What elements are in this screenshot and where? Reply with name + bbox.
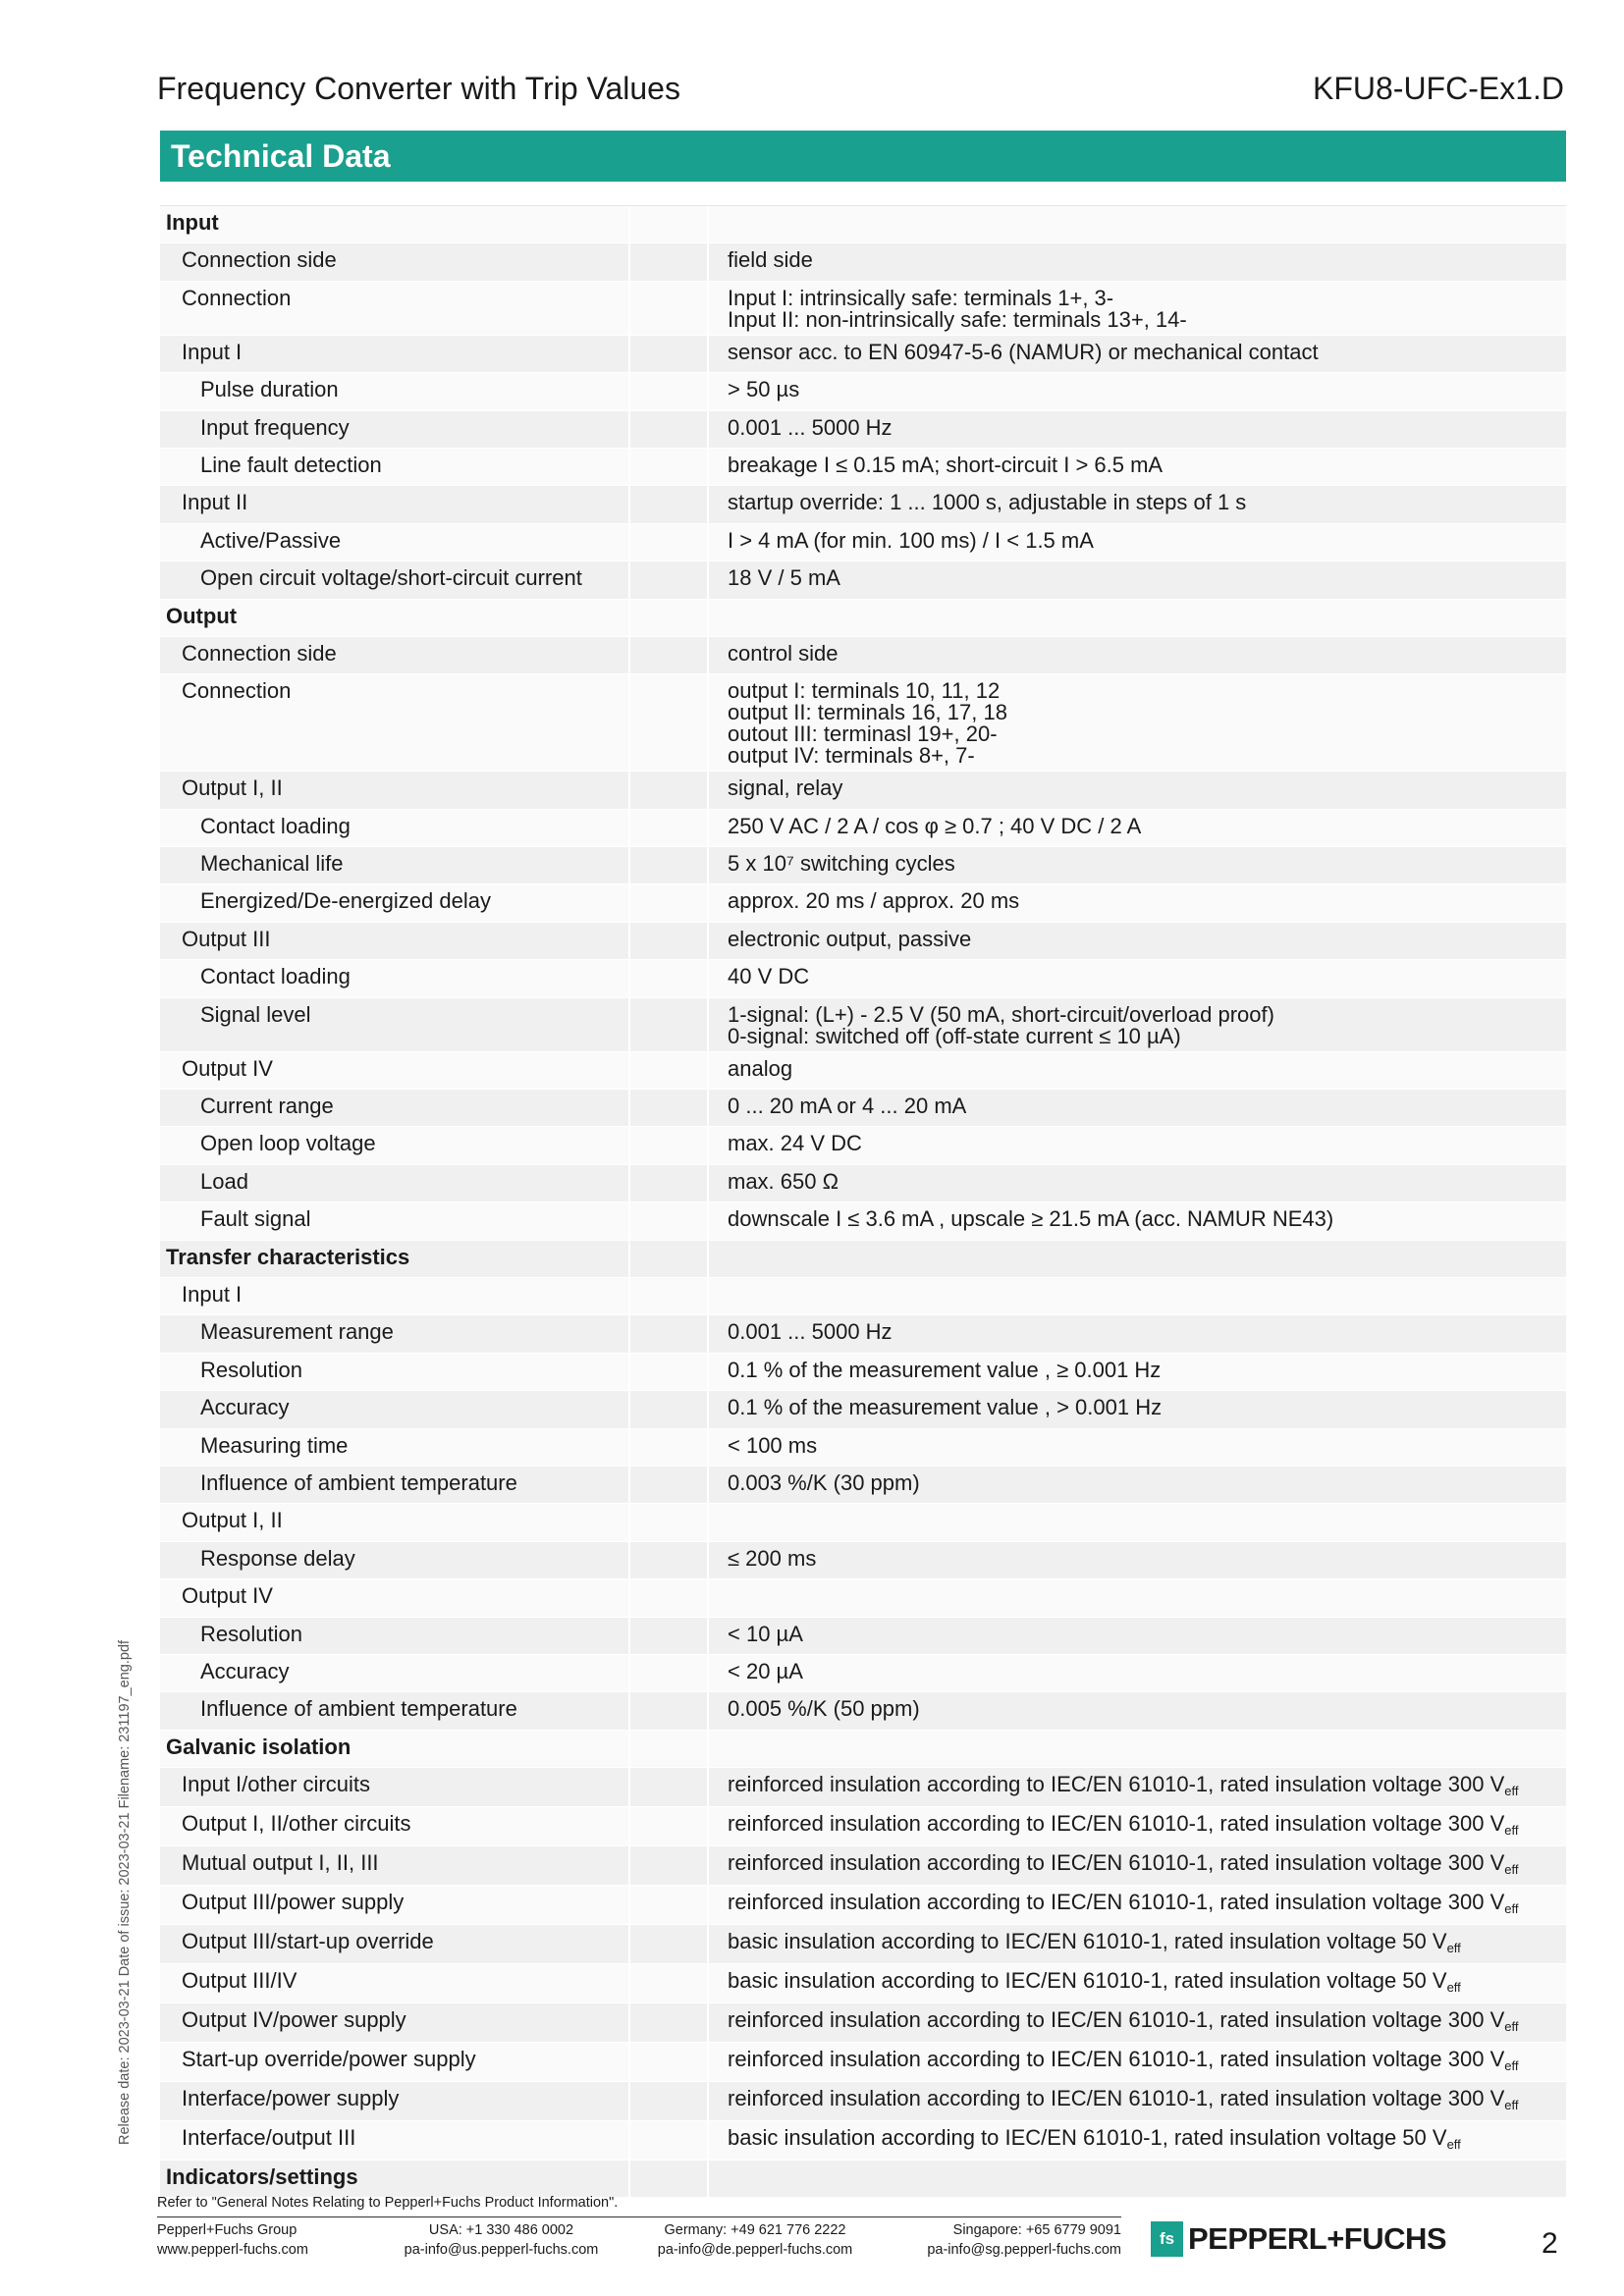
- parameter-value: [709, 1807, 1566, 1845]
- parameter-value: [709, 1925, 1566, 1963]
- parameter-value: [709, 810, 1566, 846]
- unit-subscript: eff: [1504, 2098, 1519, 2113]
- brand-logo: [1151, 2221, 1446, 2257]
- spacer-cell: [630, 1467, 709, 1503]
- parameter-value: [709, 336, 1566, 372]
- spacer-cell: [630, 600, 709, 636]
- parameter-value: [709, 1391, 1566, 1427]
- usa-phone: USA: +1 330 486 0002: [428, 2222, 574, 2238]
- parameter-label: Resolution: [160, 1354, 630, 1390]
- spacer-cell: [630, 923, 709, 959]
- parameter-label: Open circuit voltage/short-circuit current: [160, 561, 630, 598]
- parameter-value-text: 0.001 ... 5000 Hz: [728, 1319, 893, 1345]
- unit-subscript: eff: [1446, 1941, 1461, 1956]
- release-info: Release date: 2023-03-21 Date of issue: 2023-03-21 Filename: 231197_eng.pdf: [117, 1639, 133, 2145]
- spacer-cell: [630, 998, 709, 1051]
- parameter-value-text: Input I: intrinsically safe: terminals 1+, 3- Input II: non-intrinsically safe: terminals 13+, 14-: [728, 285, 1187, 332]
- parameter-value: [709, 1241, 1566, 1277]
- table-row: [160, 1925, 1566, 1964]
- parameter-value-text: reinforced insulation according to IEC/EN 61010-1, rated insulation voltage 300 V: [728, 2047, 1505, 2072]
- spacer-cell: [630, 561, 709, 598]
- spacer-cell: [630, 1165, 709, 1201]
- spacer-cell: [630, 1354, 709, 1390]
- parameter-value-text: reinforced insulation according to IEC/EN 61010-1, rated insulation voltage 300 V: [728, 2007, 1505, 2033]
- parameter-value: [709, 1429, 1566, 1466]
- spacer-cell: [630, 1964, 709, 2002]
- parameter-label: Input I/other circuits: [160, 1768, 630, 1806]
- unit-subscript: eff: [1504, 1823, 1519, 1839]
- parameter-value: [709, 884, 1566, 921]
- spacer-cell: [630, 1052, 709, 1089]
- parameter-value: [709, 2043, 1566, 2081]
- spacer-cell: [630, 674, 709, 771]
- parameter-value-text: downscale I ≤ 3.6 mA , upscale ≥ 21.5 mA (acc. NAMUR NE43): [728, 1206, 1334, 1232]
- parameter-value: [709, 411, 1566, 448]
- spacer-cell: [630, 486, 709, 522]
- parameter-label: Output IV/power supply: [160, 2003, 630, 2042]
- section-heading: Transfer characteristics: [160, 1241, 630, 1277]
- section-row: [160, 600, 1566, 637]
- parameter-value: [709, 1278, 1566, 1314]
- spacer-cell: [630, 1655, 709, 1691]
- unit-subscript: eff: [1446, 2137, 1461, 2153]
- spacer-cell: [630, 449, 709, 485]
- table-row: [160, 1391, 1566, 1428]
- parameter-label: Mechanical life: [160, 847, 630, 883]
- unit-subscript: eff: [1504, 1862, 1519, 1878]
- parameter-label: Connection side: [160, 243, 630, 280]
- spacer-cell: [630, 2043, 709, 2081]
- table-row: [160, 1655, 1566, 1692]
- company-website[interactable]: www.pepperl-fuchs.com: [157, 2242, 308, 2258]
- parameter-value-text: analog: [728, 1055, 793, 1081]
- parameter-label: Influence of ambient temperature: [160, 1467, 630, 1503]
- parameter-value-text: reinforced insulation according to IEC/EN 61010-1, rated insulation voltage 300 V: [728, 1850, 1505, 1876]
- parameter-value-text: reinforced insulation according to IEC/EN 61010-1, rated insulation voltage 300 V: [728, 1811, 1505, 1837]
- parameter-value: [709, 1579, 1566, 1616]
- spacer-cell: [630, 1241, 709, 1277]
- spacer-cell: [630, 2121, 709, 2160]
- parameter-value: [709, 206, 1566, 242]
- parameter-value: [709, 1731, 1566, 1767]
- spacer-cell: [630, 282, 709, 335]
- section-heading: Galvanic isolation: [160, 1731, 630, 1767]
- table-row: [160, 1165, 1566, 1202]
- table-row: [160, 1618, 1566, 1655]
- footer-divider: [157, 2216, 1121, 2217]
- parameter-label: Response delay: [160, 1542, 630, 1578]
- parameter-value-text: 40 V DC: [728, 964, 810, 989]
- spacer-cell: [630, 1278, 709, 1314]
- table-row: [160, 1542, 1566, 1579]
- parameter-value-text: 5 x 10⁷ switching cycles: [728, 851, 955, 877]
- spacer-cell: [630, 373, 709, 409]
- parameter-value: [709, 637, 1566, 673]
- table-row: [160, 336, 1566, 373]
- table-row: [160, 282, 1566, 336]
- parameter-label: Open loop voltage: [160, 1127, 630, 1163]
- parameter-label: Line fault detection: [160, 449, 630, 485]
- table-row: [160, 1127, 1566, 1164]
- table-row: [160, 2082, 1566, 2121]
- parameter-label: Energized/De-energized delay: [160, 884, 630, 921]
- parameter-value-text: 1-signal: (L+) - 2.5 V (50 mA, short-circuit/overload proof) 0-signal: switched off (off-state current ≤ 10 µA): [728, 1001, 1274, 1048]
- section-row: [160, 2161, 1566, 2198]
- parameter-value-text: 0 ... 20 mA or 4 ... 20 mA: [728, 1094, 967, 1119]
- parameter-label: Connection: [160, 674, 630, 771]
- parameter-value: [709, 1504, 1566, 1540]
- parameter-value-text: startup override: 1 ... 1000 s, adjustable in steps of 1 s: [728, 490, 1247, 515]
- spacer-cell: [630, 847, 709, 883]
- parameter-label: Output III/power supply: [160, 1886, 630, 1924]
- parameter-label: Start-up override/power supply: [160, 2043, 630, 2081]
- parameter-value: [709, 2003, 1566, 2042]
- table-row: [160, 1090, 1566, 1127]
- parameter-value: [709, 373, 1566, 409]
- parameter-value: [709, 1886, 1566, 1924]
- spacer-cell: [630, 884, 709, 921]
- table-row: [160, 772, 1566, 809]
- parameter-value: [709, 486, 1566, 522]
- table-row: [160, 960, 1566, 997]
- parameter-value-text: signal, relay: [728, 775, 843, 801]
- logo-icon: fs: [1151, 2221, 1183, 2257]
- spacer-cell: [630, 1542, 709, 1578]
- parameter-value: [709, 1542, 1566, 1578]
- parameter-label: Influence of ambient temperature: [160, 1692, 630, 1729]
- parameter-value-text: < 100 ms: [728, 1432, 818, 1458]
- unit-subscript: eff: [1504, 2019, 1519, 2035]
- footer-germany: [642, 2220, 868, 2260]
- parameter-value: [709, 1467, 1566, 1503]
- parameter-label: Output III/start-up override: [160, 1925, 630, 1963]
- parameter-value: [709, 674, 1566, 771]
- spacer-cell: [630, 772, 709, 808]
- parameter-value-text: 18 V / 5 mA: [728, 565, 840, 591]
- parameter-label: Pulse duration: [160, 373, 630, 409]
- footer-company: [157, 2220, 308, 2260]
- spacer-cell: [630, 1886, 709, 1924]
- parameter-value: [709, 449, 1566, 485]
- technical-data-table: [160, 205, 1566, 2198]
- parameter-value: [709, 1692, 1566, 1729]
- parameter-value: [709, 243, 1566, 280]
- table-row: [160, 449, 1566, 486]
- parameter-label: Connection: [160, 282, 630, 335]
- table-row: [160, 1768, 1566, 1807]
- parameter-value: [709, 1315, 1566, 1352]
- parameter-value-text: 0.003 %/K (30 ppm): [728, 1469, 920, 1495]
- parameter-label: Measurement range: [160, 1315, 630, 1352]
- spacer-cell: [630, 1504, 709, 1540]
- parameter-value: [709, 1655, 1566, 1691]
- table-row: [160, 884, 1566, 922]
- unit-subscript: eff: [1504, 1784, 1519, 1799]
- document-title: Frequency Converter with Trip Values: [157, 71, 680, 106]
- parameter-value-text: control side: [728, 640, 839, 666]
- parameter-value-text: I > 4 mA (for min. 100 ms) / I < 1.5 mA: [728, 527, 1094, 553]
- table-row: [160, 810, 1566, 847]
- parameter-value: [709, 1165, 1566, 1201]
- spacer-cell: [630, 1846, 709, 1885]
- table-row: [160, 1429, 1566, 1467]
- parameter-value-text: basic insulation according to IEC/EN 61010-1, rated insulation voltage 50 V: [728, 1968, 1447, 1994]
- spacer-cell: [630, 2003, 709, 2042]
- parameter-value-text: reinforced insulation according to IEC/EN 61010-1, rated insulation voltage 300 V: [728, 1772, 1505, 1797]
- spacer-cell: [630, 810, 709, 846]
- spacer-cell: [630, 206, 709, 242]
- parameter-label: Contact loading: [160, 810, 630, 846]
- parameter-value: [709, 960, 1566, 996]
- product-model: KFU8-UFC-Ex1.D: [1312, 71, 1564, 106]
- parameter-value: [709, 524, 1566, 561]
- table-row: [160, 243, 1566, 281]
- parameter-value-text: electronic output, passive: [728, 926, 972, 951]
- parameter-value: [709, 2082, 1566, 2120]
- section-heading: Indicators/settings: [160, 2161, 630, 2197]
- parameter-label: Interface/output III: [160, 2121, 630, 2160]
- parameter-value-text: max. 24 V DC: [728, 1131, 862, 1156]
- parameter-value-text: > 50 µs: [728, 377, 800, 402]
- parameter-label: Resolution: [160, 1618, 630, 1654]
- parameter-value: [709, 2121, 1566, 2160]
- parameter-value: [709, 600, 1566, 636]
- parameter-label: Output III: [160, 923, 630, 959]
- germany-email[interactable]: pa-info@de.pepperl-fuchs.com: [657, 2242, 853, 2258]
- table-row: [160, 2043, 1566, 2082]
- parameter-value-text: 0.1 % of the measurement value , ≥ 0.001 Hz: [728, 1357, 1162, 1382]
- parameter-value: [709, 1768, 1566, 1806]
- parameter-value: [709, 1127, 1566, 1163]
- page-number: 2: [1542, 2227, 1558, 2260]
- spacer-cell: [630, 336, 709, 372]
- parameter-value-text: basic insulation according to IEC/EN 61010-1, rated insulation voltage 50 V: [728, 1929, 1447, 1954]
- parameter-value-text: ≤ 200 ms: [728, 1545, 817, 1571]
- table-row: [160, 1846, 1566, 1886]
- spacer-cell: [630, 1315, 709, 1352]
- table-row: [160, 847, 1566, 884]
- parameter-value: [709, 998, 1566, 1051]
- table-row: [160, 486, 1566, 523]
- table-row: [160, 2003, 1566, 2043]
- spacer-cell: [630, 1579, 709, 1616]
- spacer-cell: [630, 960, 709, 996]
- table-row: [160, 373, 1566, 410]
- parameter-value-text: breakage I ≤ 0.15 mA; short-circuit I > 6.5 mA: [728, 452, 1164, 477]
- parameter-value: [709, 1202, 1566, 1239]
- table-row: [160, 1315, 1566, 1353]
- parameter-label: Signal level: [160, 998, 630, 1051]
- table-row: [160, 637, 1566, 674]
- spacer-cell: [630, 1391, 709, 1427]
- spacer-cell: [630, 1692, 709, 1729]
- footer-singapore: [899, 2220, 1121, 2260]
- unit-subscript: eff: [1446, 1980, 1461, 1996]
- parameter-label: Measuring time: [160, 1429, 630, 1466]
- logo-wordmark: PEPPERL+FUCHS: [1188, 2221, 1447, 2256]
- parameter-label: Output I, II: [160, 1504, 630, 1540]
- parameter-value: [709, 1052, 1566, 1089]
- unit-subscript: eff: [1504, 1901, 1519, 1917]
- spacer-cell: [630, 2082, 709, 2120]
- parameter-value: [709, 772, 1566, 808]
- parameter-value-text: 0.005 %/K (50 ppm): [728, 1696, 920, 1722]
- parameter-value: [709, 847, 1566, 883]
- parameter-label: Output I, II: [160, 772, 630, 808]
- spacer-cell: [630, 411, 709, 448]
- germany-phone: Germany: +49 621 776 2222: [664, 2222, 846, 2238]
- singapore-phone: Singapore: +65 6779 9091: [952, 2222, 1121, 2238]
- table-row: [160, 561, 1566, 599]
- parameter-value-text: max. 650 Ω: [728, 1168, 839, 1194]
- parameter-label: Input I: [160, 1278, 630, 1314]
- table-row: [160, 1579, 1566, 1617]
- spacer-cell: [630, 637, 709, 673]
- parameter-label: Active/Passive: [160, 524, 630, 561]
- parameter-value-text: sensor acc. to EN 60947-5-6 (NAMUR) or mechanical contact: [728, 339, 1319, 364]
- parameter-value: [709, 282, 1566, 335]
- parameter-value-text: 0.1 % of the measurement value , > 0.001 Hz: [728, 1395, 1163, 1420]
- spacer-cell: [630, 1731, 709, 1767]
- parameter-value-text: output I: terminals 10, 11, 12 output II: terminals 16, 17, 18 outout III: terminasl 19+, 20- output IV: terminals 8+, 7-: [728, 678, 1007, 769]
- parameter-value-text: reinforced insulation according to IEC/EN 61010-1, rated insulation voltage 300 V: [728, 2086, 1505, 2111]
- spacer-cell: [630, 524, 709, 561]
- footer-usa: [391, 2220, 612, 2260]
- usa-email[interactable]: pa-info@us.pepperl-fuchs.com: [404, 2242, 599, 2258]
- parameter-label: Input frequency: [160, 411, 630, 448]
- parameter-label: Input II: [160, 486, 630, 522]
- parameter-label: Interface/power supply: [160, 2082, 630, 2120]
- spacer-cell: [630, 1090, 709, 1126]
- spacer-cell: [630, 1768, 709, 1806]
- section-row: [160, 1731, 1566, 1768]
- parameter-label: Mutual output I, II, III: [160, 1846, 630, 1885]
- section-row: [160, 206, 1566, 243]
- table-row: [160, 1052, 1566, 1090]
- spacer-cell: [630, 1202, 709, 1239]
- spacer-cell: [630, 243, 709, 280]
- section-banner: Technical Data: [160, 131, 1566, 182]
- table-row: [160, 1886, 1566, 1925]
- table-row: [160, 674, 1566, 772]
- parameter-label: Fault signal: [160, 1202, 630, 1239]
- parameter-value-text: basic insulation according to IEC/EN 61010-1, rated insulation voltage 50 V: [728, 2125, 1447, 2151]
- parameter-value: [709, 1846, 1566, 1885]
- parameter-label: Output IV: [160, 1579, 630, 1616]
- parameter-label: Contact loading: [160, 960, 630, 996]
- parameter-label: Output I, II/other circuits: [160, 1807, 630, 1845]
- parameter-value-text: < 10 µA: [728, 1621, 803, 1646]
- parameter-label: Accuracy: [160, 1391, 630, 1427]
- parameter-label: Output IV: [160, 1052, 630, 1089]
- table-row: [160, 1354, 1566, 1391]
- spacer-cell: [630, 2161, 709, 2197]
- parameter-value-text: approx. 20 ms / approx. 20 ms: [728, 888, 1020, 914]
- parameter-value: [709, 561, 1566, 598]
- unit-subscript: eff: [1504, 2058, 1519, 2074]
- parameter-label: Output III/IV: [160, 1964, 630, 2002]
- spacer-cell: [630, 1807, 709, 1845]
- table-row: [160, 1467, 1566, 1504]
- table-row: [160, 1964, 1566, 2003]
- table-row: [160, 998, 1566, 1052]
- section-heading: Output: [160, 600, 630, 636]
- table-row: [160, 411, 1566, 449]
- parameter-label: Accuracy: [160, 1655, 630, 1691]
- table-row: [160, 923, 1566, 960]
- table-row: [160, 1807, 1566, 1846]
- section-row: [160, 1241, 1566, 1278]
- parameter-value: [709, 1090, 1566, 1126]
- table-row: [160, 1202, 1566, 1240]
- parameter-value-text: 250 V AC / 2 A / cos φ ≥ 0.7 ; 40 V DC / 2 A: [728, 813, 1142, 838]
- parameter-value: [709, 923, 1566, 959]
- parameter-value-text: < 20 µA: [728, 1658, 803, 1683]
- parameter-value-text: 0.001 ... 5000 Hz: [728, 414, 893, 440]
- parameter-label: Input I: [160, 336, 630, 372]
- singapore-email[interactable]: pa-info@sg.pepperl-fuchs.com: [927, 2242, 1121, 2258]
- spacer-cell: [630, 1127, 709, 1163]
- parameter-value: [709, 1964, 1566, 2002]
- table-row: [160, 1692, 1566, 1730]
- table-row: [160, 2121, 1566, 2161]
- spacer-cell: [630, 1429, 709, 1466]
- parameter-value: [709, 1618, 1566, 1654]
- company-name: Pepperl+Fuchs Group: [157, 2222, 298, 2238]
- table-row: [160, 1504, 1566, 1541]
- spacer-cell: [630, 1618, 709, 1654]
- parameter-value: [709, 2161, 1566, 2197]
- parameter-label: Current range: [160, 1090, 630, 1126]
- parameter-label: Load: [160, 1165, 630, 1201]
- parameter-label: Connection side: [160, 637, 630, 673]
- section-heading: Input: [160, 206, 630, 242]
- parameter-value-text: reinforced insulation according to IEC/EN 61010-1, rated insulation voltage 300 V: [728, 1890, 1505, 1915]
- parameter-value-text: field side: [728, 247, 813, 273]
- parameter-value: [709, 1354, 1566, 1390]
- footer-note: Refer to "General Notes Relating to Pepperl+Fuchs Product Information".: [157, 2195, 619, 2211]
- table-row: [160, 1278, 1566, 1315]
- spacer-cell: [630, 1925, 709, 1963]
- table-row: [160, 524, 1566, 561]
